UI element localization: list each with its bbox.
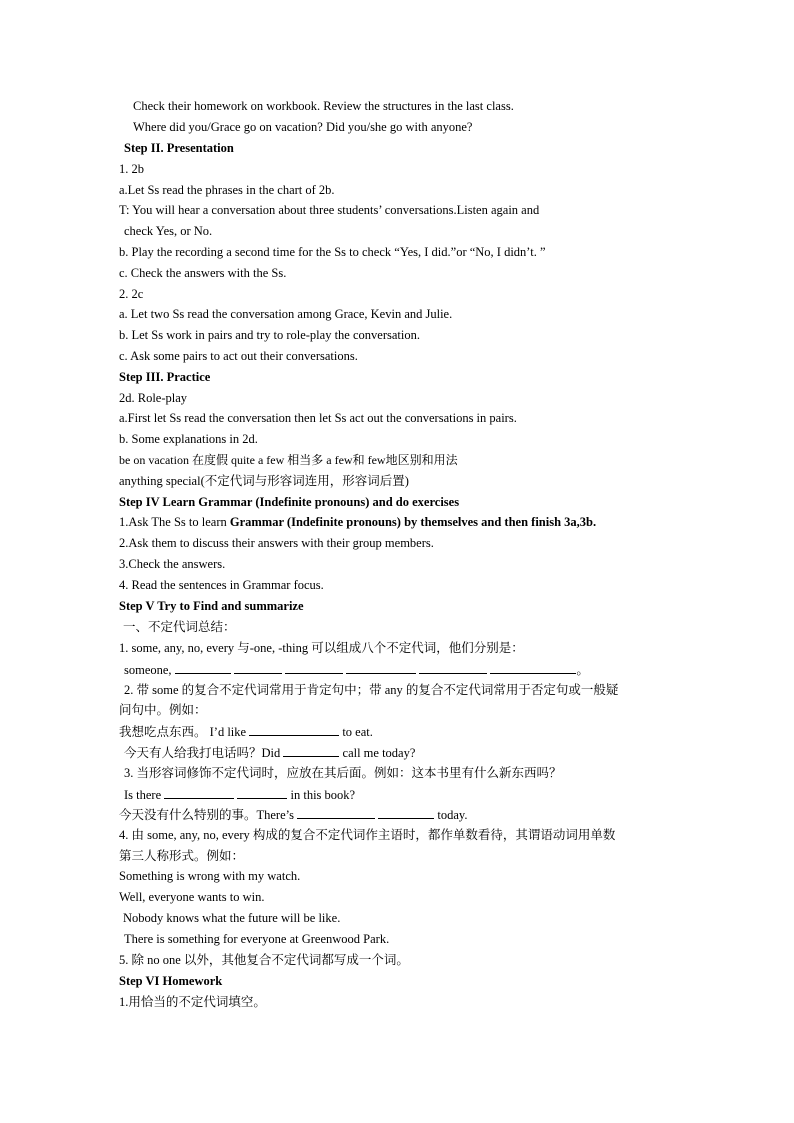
example-eat-suffix: to eat. [339, 725, 373, 739]
step-3-heading: Step III. Practice [119, 370, 211, 384]
item-2b: 1. 2b [119, 162, 144, 176]
example-today [119, 806, 467, 823]
line-2b-b: b. Play the recording a second time for the Ss to check “Yes, I did.”or “No, I didn’t. ” [119, 245, 546, 259]
example-today-suffix: today. [434, 808, 468, 822]
blank-2[interactable] [234, 661, 282, 674]
example-eat [119, 723, 373, 740]
blank-call[interactable] [283, 744, 339, 757]
item-2d: 2d. Role-play [119, 391, 188, 405]
summary-point-5: 5. 除 no one 以外，其他复合不定代词都写成一个词。 [119, 953, 409, 967]
summary-point-3: 3. 当形容词修饰不定代词时，应放在其后面。例如：这本书里有什么新东西吗？ [124, 766, 562, 780]
summary-point-4-cont: 第三人称形式。例如： [119, 849, 245, 863]
example-future: Nobody knows what the future will be like. [123, 911, 341, 925]
summary-point-2-cont: 问句中。例如： [119, 703, 207, 717]
line-2d-a: a.First let Ss read the conversation then let Ss act out the conversations in pairs. [119, 411, 517, 425]
item-2c: 2. 2c [119, 287, 144, 301]
example-book-suffix: in this book? [287, 788, 356, 802]
step-4-item-1-text: 1.Ask The Ss to learn [119, 515, 230, 529]
blank-4[interactable] [346, 661, 416, 674]
line-2b-t: T: You will hear a conversation about three students’ conversations.Listen again and [119, 203, 540, 217]
line-2b-c: c. Check the answers with the Ss. [119, 266, 287, 280]
step-4-item-3: 3.Check the answers. [119, 557, 226, 571]
blank-1[interactable] [175, 661, 231, 674]
example-call-suffix: call me today? [339, 746, 416, 760]
homework-item-1: 1.用恰当的不定代词填空。 [119, 995, 266, 1009]
line-2d-b: b. Some explanations in 2d. [119, 432, 258, 446]
step-4-item-4: 4. Read the sentences in Grammar focus. [119, 578, 324, 592]
line-2b-t-cont: check Yes, or No. [124, 224, 213, 238]
review-line-2: Where did you/Grace go on vacation? Did you/she go with anyone? [133, 120, 473, 134]
summary-heading: 一、不定代词总结： [123, 620, 236, 634]
summary-point-2: 2. 带 some 的复合不定代词常用于肯定句中；带 any 的复合不定代词常用于否定句或一般疑 [124, 683, 619, 697]
someone-label: someone, [124, 663, 175, 677]
line-2c-b: b. Let Ss work in pairs and try to role-play the conversation. [119, 328, 420, 342]
step-5-heading: Step V Try to Find and summarize [119, 599, 304, 613]
example-book [124, 786, 355, 803]
review-line-1: Check their homework on workbook. Review the structures in the last class. [133, 99, 514, 113]
example-book-prefix: Is there [124, 788, 165, 802]
line-2c-c: c. Ask some pairs to act out their conversations. [119, 349, 358, 363]
example-eat-prefix: 我想吃点东西。 I’d like [119, 725, 250, 739]
blank-today-2[interactable] [378, 806, 434, 819]
period-mark: 。 [576, 663, 589, 677]
blank-today-1[interactable] [297, 806, 375, 819]
line-2c-a: a. Let two Ss read the conversation among Grace, Kevin and Julie. [119, 307, 453, 321]
step-2-heading: Step II. Presentation [124, 141, 234, 155]
explanation-phrases: be on vacation 在度假 quite a few 相当多 a few和 few地区别和用法 [119, 453, 458, 467]
example-greenwood: There is something for everyone at Greenwood Park. [124, 932, 390, 946]
summary-point-4: 4. 由 some, any, no, every 构成的复合不定代词作主语时，都作单数看待，其谓语动词用单数 [119, 828, 616, 842]
summary-point-1-blanks [124, 661, 589, 678]
step-4-item-1 [119, 514, 596, 530]
explanation-anything-special: anything special(不定代词与形容词连用，形容词后置) [119, 474, 409, 488]
example-watch: Something is wrong with my watch. [119, 869, 301, 883]
example-call [124, 744, 415, 761]
example-today-prefix: 今天没有什么特别的事。There’s [119, 808, 298, 822]
blank-5[interactable] [419, 661, 487, 674]
step-6-heading: Step VI Homework [119, 974, 223, 988]
blank-book-1[interactable] [164, 786, 234, 799]
step-4-item-1-bold: Grammar (Indefinite pronouns) by themselves and then finish 3a,3b. [229, 515, 597, 529]
blank-3[interactable] [285, 661, 343, 674]
blank-6[interactable] [490, 661, 576, 674]
summary-point-1: 1. some, any, no, every 与-one, -thing 可以组成八个不定代词，他们分别是： [119, 641, 524, 655]
example-call-prefix: 今天有人给我打电话吗？Did [124, 746, 284, 760]
example-win: Well, everyone wants to win. [119, 890, 265, 904]
blank-eat[interactable] [249, 723, 339, 736]
blank-book-2[interactable] [237, 786, 287, 799]
line-2b-a: a.Let Ss read the phrases in the chart of 2b. [119, 183, 335, 197]
step-4-heading: Step IV Learn Grammar (Indefinite pronouns) and do exercises [119, 495, 460, 509]
step-4-item-2: 2.Ask them to discuss their answers with their group members. [119, 536, 434, 550]
